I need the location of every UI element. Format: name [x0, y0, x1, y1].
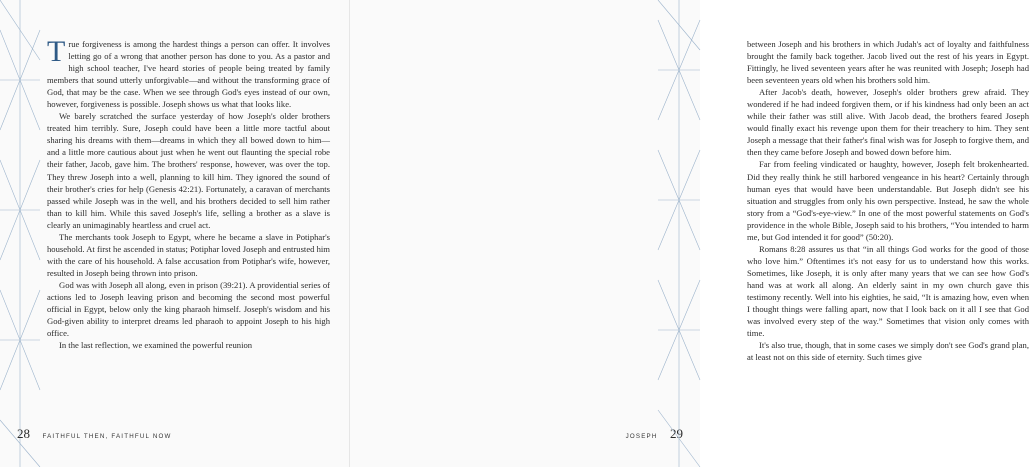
drop-cap: T [47, 35, 66, 68]
left-page [0, 0, 350, 467]
paragraph-text: rue forgiveness is among the hardest things a person can offer. It involves letting go of a wrong that another person has done to you. As a pastor and high school teacher, I've heard stories of people being treated by family members that sound utterly unforgivable—and without the transforming grace of God, that may be the case. When we see through God's eyes instead of our own, however, forgiveness is possible. Joseph shows us what that looks like. [47, 39, 330, 110]
paragraph: The merchants took Joseph to Egypt, where he became a slave in Potiphar's household. At first he ascended in status; Potiphar loved Joseph and entrusted him with the care of his household. A false accusation from Potiphar's wife, however, resulted in Joseph being thrown into prison. [47, 231, 330, 278]
right-page [350, 0, 1029, 467]
paragraph: Far from feeling vindicated or haughty, however, Joseph felt brokenhearted. Did they really think he still harbored vengeance in his heart? Certainly through human eyes that would have been understandable. But Joseph didn't see his situation and struggles from only his own perspective. Instead, he saw the whole story from a “God's-eye-view.” In one of the most powerful statements on God's providence in the whole Bible, Joseph said to his brothers, “You intended to harm me, but God intended it for good” (50:20). [747, 159, 1029, 242]
running-head: JOSEPH [625, 433, 658, 440]
paragraph: We barely scratched the surface yesterday of how Joseph's older brothers treated him terribly. Sure, Joseph could have been a little more tactful about sharing his dreams with them—dreams in which they all bowed down to him—and a little more cautious about just when he went out flaunting the special robe their father, Jacob, gave him. The brothers' response, however, was over the top. They threw Joseph into a well, planning to kill him. They ignored the sound of their brother's cries for help (Genesis 42:21). Fortunately, a caravan of merchants passed while Joseph was in the well, and his brothers decided to sell him rather than to kill him. While this saved Joseph's life, selling a brother as a slave is clearly an unimaginably heartless and cruel act. [47, 111, 330, 230]
right-text-column [747, 38, 1029, 363]
paragraph: It's also true, though, that in some cases we simply don't see God's grand plan, at least not on this side of eternity. Such times give [747, 340, 1029, 363]
running-head: FAITHFUL THEN, FAITHFUL NOW [42, 433, 172, 440]
paragraph [47, 35, 330, 110]
paragraph: In the last reflection, we examined the powerful reunion [59, 340, 253, 351]
page-number: 28 [17, 426, 30, 441]
left-border-ornament [0, 0, 40, 467]
paragraph: Romans 8:28 assures us that “in all things God works for the good of those who love him.” Oftentimes it's not easy for us to understand how this works. Sometimes, like Joseph, it is only after many years that we can see how God's hand was at work all along. An elderly saint in my own church gave this testimony recently. Well into his eighties, he said, “It is amazing how, even when I thought things were falling apart, now that I look back on it all I see that God was involved every step of the way.” Sometimes that vision only comes with time. [747, 243, 1029, 339]
paragraph: God was with Joseph all along, even in prison (39:21). A providential series of actions led to Joseph leaving prison and becoming the second most powerful official in Egypt, below only the king pharaoh himself. Joseph's wisdom and his God-given ability to interpret dreams led pharaoh to appoint Joseph to his high office. [47, 279, 330, 339]
paragraph: After Jacob's death, however, Joseph's older brothers grew afraid. They wondered if he had indeed forgiven them, or if his kindness had only been an act while their father was still alive. With Jacob dead, the brothers feared Joseph would finally exact his revenge upon them for their treachery to him. They sent Joseph a message that their father's final wish was for Joseph to forgive them, and then they came before Joseph and bowed down before him. [747, 87, 1029, 158]
left-text-column [47, 35, 330, 351]
page-number: 29 [670, 426, 683, 441]
right-border-ornament [658, 0, 700, 467]
left-footer [17, 425, 172, 443]
paragraph: between Joseph and his brothers in which Judah's act of loyalty and faithfulness brought the family back together. Jacob lived out the rest of his years in Egypt. Fittingly, he lived seventeen years after he was reunited with Joseph; Joseph had been seventeen years old when his brothers sold him. [747, 39, 1029, 86]
